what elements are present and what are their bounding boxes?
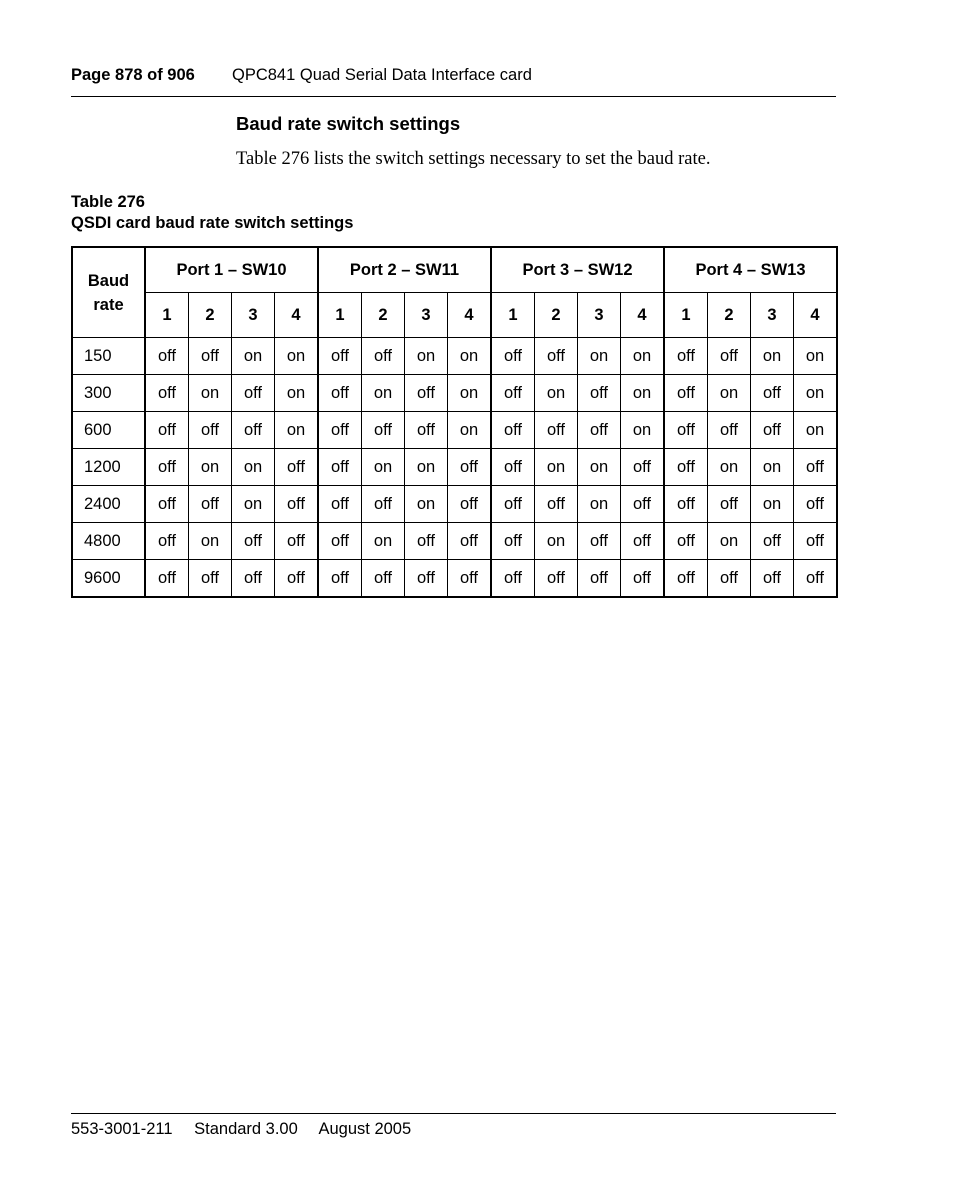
table-title: QSDI card baud rate switch settings bbox=[71, 214, 354, 232]
switch-setting-cell: off bbox=[535, 560, 578, 598]
switch-number-header: 4 bbox=[794, 293, 838, 338]
baud-rate-cell: 4800 bbox=[72, 523, 145, 560]
switch-setting-cell: off bbox=[578, 412, 621, 449]
switch-setting-cell: off bbox=[145, 560, 189, 598]
switch-setting-cell: on bbox=[535, 523, 578, 560]
switch-number-header: 3 bbox=[751, 293, 794, 338]
switch-setting-cell: off bbox=[362, 338, 405, 375]
standard-version: Standard 3.00 bbox=[194, 1120, 298, 1138]
switch-number-header: 2 bbox=[189, 293, 232, 338]
switch-setting-cell: off bbox=[708, 412, 751, 449]
baud-rate-header bbox=[72, 247, 145, 338]
switch-setting-cell: off bbox=[448, 560, 492, 598]
switch-setting-cell: on bbox=[405, 486, 448, 523]
switch-setting-cell: off bbox=[405, 375, 448, 412]
switch-setting-cell: off bbox=[318, 523, 362, 560]
table-row bbox=[72, 449, 837, 486]
switch-setting-cell: off bbox=[491, 338, 535, 375]
switch-setting-cell: off bbox=[578, 523, 621, 560]
switch-setting-cell: on bbox=[448, 338, 492, 375]
switch-setting-cell: off bbox=[621, 523, 665, 560]
switch-setting-cell: on bbox=[535, 449, 578, 486]
switch-setting-cell: on bbox=[751, 338, 794, 375]
baud-header-line1: Baud bbox=[87, 271, 130, 290]
switch-number-header: 1 bbox=[664, 293, 708, 338]
switch-setting-cell: off bbox=[145, 338, 189, 375]
switch-setting-cell: off bbox=[145, 375, 189, 412]
switch-setting-cell: on bbox=[578, 449, 621, 486]
port-header: Port 2 – SW11 bbox=[318, 247, 491, 293]
switch-setting-cell: on bbox=[751, 449, 794, 486]
switch-setting-cell: on bbox=[232, 449, 275, 486]
switch-setting-cell: off bbox=[794, 560, 838, 598]
switch-setting-cell: on bbox=[189, 449, 232, 486]
table-row bbox=[72, 486, 837, 523]
table-row bbox=[72, 523, 837, 560]
switch-setting-cell: on bbox=[708, 449, 751, 486]
switch-number-header: 4 bbox=[448, 293, 492, 338]
switch-setting-cell: off bbox=[621, 449, 665, 486]
baud-header-line2: rate bbox=[93, 295, 124, 314]
switch-setting-cell: off bbox=[794, 486, 838, 523]
switch-setting-cell: off bbox=[448, 523, 492, 560]
page-header bbox=[71, 66, 836, 97]
switch-setting-cell: off bbox=[578, 375, 621, 412]
switch-setting-cell: off bbox=[664, 338, 708, 375]
baud-rate-cell: 2400 bbox=[72, 486, 145, 523]
switch-setting-cell: on bbox=[621, 412, 665, 449]
switch-setting-cell: on bbox=[578, 338, 621, 375]
switch-setting-cell: off bbox=[145, 412, 189, 449]
switch-setting-cell: off bbox=[448, 449, 492, 486]
switch-setting-cell: off bbox=[491, 560, 535, 598]
switch-setting-cell: off bbox=[664, 560, 708, 598]
switch-setting-cell: on bbox=[578, 486, 621, 523]
switch-number-header: 2 bbox=[708, 293, 751, 338]
switch-setting-cell: off bbox=[362, 486, 405, 523]
switch-setting-cell: on bbox=[362, 449, 405, 486]
switch-setting-cell: off bbox=[145, 449, 189, 486]
switch-setting-cell: on bbox=[275, 412, 319, 449]
switch-setting-cell: on bbox=[405, 338, 448, 375]
switch-number-header: 4 bbox=[621, 293, 665, 338]
switch-number-header: 1 bbox=[145, 293, 189, 338]
switch-setting-cell: on bbox=[448, 412, 492, 449]
switch-setting-cell: off bbox=[318, 486, 362, 523]
switch-setting-cell: off bbox=[535, 412, 578, 449]
switch-setting-cell: off bbox=[275, 449, 319, 486]
switch-setting-cell: off bbox=[318, 560, 362, 598]
switch-setting-cell: off bbox=[275, 486, 319, 523]
switch-setting-cell: off bbox=[318, 412, 362, 449]
switch-setting-cell: off bbox=[232, 412, 275, 449]
switch-setting-cell: off bbox=[275, 560, 319, 598]
switch-setting-cell: off bbox=[535, 338, 578, 375]
document-title: QPC841 Quad Serial Data Interface card bbox=[232, 66, 532, 84]
table-number: Table 276 bbox=[71, 193, 145, 211]
switch-setting-cell: on bbox=[362, 523, 405, 560]
switch-setting-cell: off bbox=[708, 338, 751, 375]
switch-setting-cell: off bbox=[405, 412, 448, 449]
switch-setting-cell: on bbox=[189, 523, 232, 560]
switch-setting-cell: off bbox=[664, 449, 708, 486]
switch-setting-cell: off bbox=[664, 412, 708, 449]
switch-setting-cell: off bbox=[232, 375, 275, 412]
switch-setting-cell: off bbox=[751, 523, 794, 560]
intro-paragraph: Table 276 lists the switch settings necessary to set the baud rate. bbox=[236, 149, 711, 169]
switch-setting-cell: on bbox=[621, 375, 665, 412]
section-heading: Baud rate switch settings bbox=[236, 113, 461, 134]
switch-setting-cell: off bbox=[318, 338, 362, 375]
switch-setting-cell: off bbox=[145, 523, 189, 560]
switch-setting-cell: off bbox=[708, 486, 751, 523]
switch-setting-cell: off bbox=[751, 560, 794, 598]
switch-setting-cell: off bbox=[491, 449, 535, 486]
switch-setting-cell: off bbox=[189, 412, 232, 449]
switch-setting-cell: on bbox=[405, 449, 448, 486]
switch-number-header: 1 bbox=[318, 293, 362, 338]
switch-setting-cell: off bbox=[708, 560, 751, 598]
switch-number-header: 3 bbox=[405, 293, 448, 338]
switch-number-header: 4 bbox=[275, 293, 319, 338]
switch-setting-cell: on bbox=[232, 486, 275, 523]
switch-setting-cell: off bbox=[189, 338, 232, 375]
switch-number-row bbox=[72, 293, 837, 338]
page-number: Page 878 of 906 bbox=[71, 66, 195, 84]
table-row bbox=[72, 560, 837, 598]
switch-setting-cell: off bbox=[145, 486, 189, 523]
switch-setting-cell: on bbox=[189, 375, 232, 412]
switch-setting-cell: off bbox=[362, 412, 405, 449]
switch-setting-cell: off bbox=[491, 412, 535, 449]
switch-setting-cell: on bbox=[448, 375, 492, 412]
switch-setting-cell: on bbox=[232, 338, 275, 375]
switch-setting-cell: on bbox=[362, 375, 405, 412]
switch-number-header: 2 bbox=[535, 293, 578, 338]
page-footer bbox=[71, 1113, 836, 1139]
switch-setting-cell: on bbox=[621, 338, 665, 375]
switch-setting-cell: off bbox=[405, 523, 448, 560]
port-header: Port 3 – SW12 bbox=[491, 247, 664, 293]
switch-setting-cell: off bbox=[664, 523, 708, 560]
switch-setting-cell: off bbox=[362, 560, 405, 598]
switch-setting-cell: off bbox=[232, 560, 275, 598]
switch-number-header: 3 bbox=[232, 293, 275, 338]
switch-setting-cell: off bbox=[751, 412, 794, 449]
switch-setting-cell: on bbox=[535, 375, 578, 412]
switch-setting-cell: off bbox=[318, 449, 362, 486]
switch-setting-cell: off bbox=[189, 486, 232, 523]
table-row bbox=[72, 375, 837, 412]
switch-number-header: 2 bbox=[362, 293, 405, 338]
switch-setting-cell: on bbox=[794, 375, 838, 412]
publication-date: August 2005 bbox=[318, 1120, 412, 1138]
switch-setting-cell: off bbox=[664, 375, 708, 412]
table-row bbox=[72, 338, 837, 375]
switch-setting-cell: off bbox=[578, 560, 621, 598]
switch-setting-cell: on bbox=[794, 412, 838, 449]
baud-rate-cell: 9600 bbox=[72, 560, 145, 598]
switch-setting-cell: on bbox=[751, 486, 794, 523]
port-header: Port 4 – SW13 bbox=[664, 247, 837, 293]
switch-setting-cell: off bbox=[275, 523, 319, 560]
baud-rate-cell: 600 bbox=[72, 412, 145, 449]
baud-rate-cell: 1200 bbox=[72, 449, 145, 486]
switch-setting-cell: on bbox=[275, 338, 319, 375]
switch-setting-cell: off bbox=[491, 486, 535, 523]
switch-setting-cell: off bbox=[491, 375, 535, 412]
baud-rate-cell: 150 bbox=[72, 338, 145, 375]
switch-setting-cell: off bbox=[318, 375, 362, 412]
switch-setting-cell: off bbox=[794, 449, 838, 486]
switch-setting-cell: off bbox=[664, 486, 708, 523]
doc-number: 553-3001-211 bbox=[71, 1120, 173, 1138]
switch-setting-cell: off bbox=[535, 486, 578, 523]
port-header: Port 1 – SW10 bbox=[145, 247, 318, 293]
switch-setting-cell: off bbox=[232, 523, 275, 560]
switch-number-header: 3 bbox=[578, 293, 621, 338]
switch-number-header: 1 bbox=[491, 293, 535, 338]
table-row bbox=[72, 412, 837, 449]
switch-setting-cell: on bbox=[275, 375, 319, 412]
switch-setting-cell: on bbox=[708, 375, 751, 412]
switch-setting-cell: off bbox=[794, 523, 838, 560]
switch-setting-cell: off bbox=[751, 375, 794, 412]
table-caption bbox=[71, 192, 353, 234]
switch-setting-cell: off bbox=[621, 560, 665, 598]
switch-setting-cell: on bbox=[708, 523, 751, 560]
switch-setting-cell: off bbox=[621, 486, 665, 523]
baud-rate-cell: 300 bbox=[72, 375, 145, 412]
switch-setting-cell: off bbox=[405, 560, 448, 598]
switch-setting-cell: off bbox=[448, 486, 492, 523]
switch-setting-cell: on bbox=[794, 338, 838, 375]
switch-setting-cell: off bbox=[491, 523, 535, 560]
table-body bbox=[72, 338, 837, 598]
baud-rate-table bbox=[71, 246, 838, 598]
switch-setting-cell: off bbox=[189, 560, 232, 598]
